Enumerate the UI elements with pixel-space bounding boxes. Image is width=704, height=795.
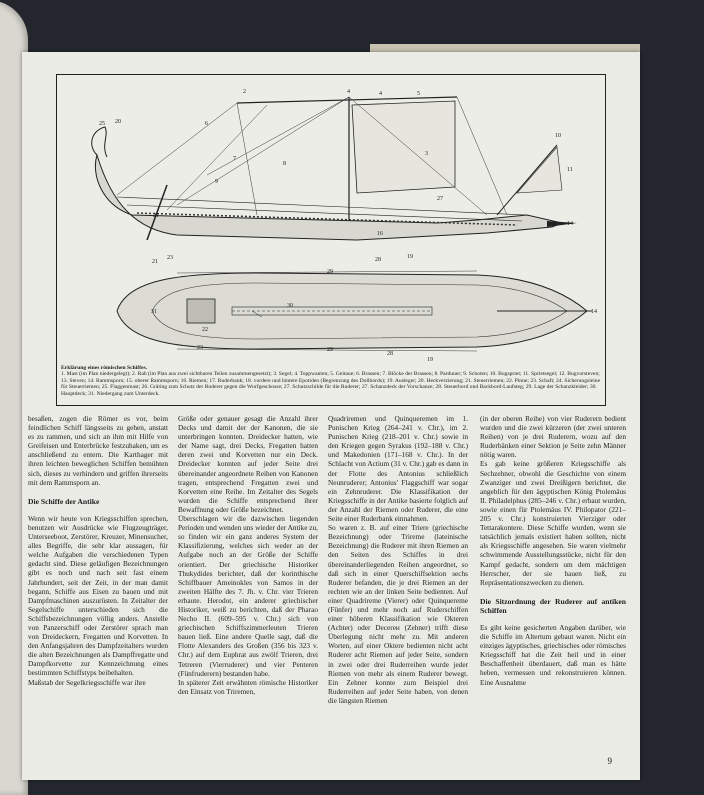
svg-text:14: 14	[591, 309, 597, 315]
paragraph: (in der oberen Reihe) von vier Ruderern bedient wurden und die zwei kürzeren (der zwei unteren Reihen) von je drei Ruderern, wozu auf den Ruderbänken einer Sektion je Seite zehn Männer nötig waren.	[480, 414, 626, 460]
figure-caption	[61, 365, 601, 403]
svg-text:4: 4	[379, 91, 382, 97]
svg-text:30: 30	[287, 303, 293, 309]
svg-text:20: 20	[115, 119, 121, 125]
book-page	[22, 52, 640, 780]
svg-text:23: 23	[167, 255, 173, 261]
paragraph: Größe oder genauer gesagt die Anzahl ihrer Decks und damit der der Kanonen, die sie unterbringen konnten. Dreidecker hatten, wie der Name sagt, drei Decks, Fregatten hatten deren zwei und Korvetten nur ein Deck. Dreidecker konnten auf jeder Seite drei übereinander angeordnete Reihen von Kanonen tragen, entsprechend Fregatten zwei und Korvetten eine Reihe. Im Zeitalter des Segels wurden die Schiffe entsprechend ihrer Bewaffnung oder Größe bezeichnet.	[178, 414, 318, 514]
section-heading: Die Schiffe der Antike	[28, 496, 100, 506]
svg-text:29: 29	[327, 269, 333, 275]
paragraph: Es gibt keine gesicherten Angaben darüber, wie die Schiffe im Altertum gebaut waren. Nicht ein einziges ägyptisches, griechisches oder römisches Kriegsschiff hat die Zeit heil und in einer Beschaffenheit überdauert, daß man es hätte heben, vermessen und rekonstruieren können. Eine Ausnahme	[480, 622, 626, 687]
svg-text:3: 3	[425, 151, 428, 157]
svg-text:25: 25	[99, 121, 105, 127]
svg-text:27: 27	[437, 196, 443, 202]
svg-text:7: 7	[233, 156, 236, 162]
svg-text:31: 31	[151, 309, 157, 315]
paragraph: besaßen, zogen die Römer es vor, beim feindlichen Schiff längsseits zu gehen, anstatt es zu rammen, und sich an ihm mit Hilfe von Greifeisen und Enterbrücke festzuhaken, um es anschließend zu entern. Die Karthager mit ihren leichten beweglichen Schiffen bemühten sich, dieses zu verhindern und griffen ihrerseits mit dem Rammsporn an.	[28, 414, 168, 487]
svg-text:5: 5	[417, 91, 420, 97]
svg-text:4: 4	[347, 89, 350, 95]
paragraph: Maßstab der Segelkriegsschiffe war ihre	[28, 677, 146, 687]
text-column-1	[28, 414, 168, 774]
paragraph: Wenn wir heute von Kriegsschiffen sprechen, benutzen wir Ausdrücke wie Flugzeugträger, Unterseeboot, Zerstörer, Kreuzer, Minensucher, alles Begriffe, die sehr klar aussagen, für welche Aufgaben die verschiedenen Typen gedacht sind. Diese geläufigen Bezeichnungen gibt es noch und nach seit fast einem Jahrhundert, seit der Zeit, in der man damit begann, Schiffe aus Eisen zu bauen und mit Dampfmaschinen auszurüsten. In Zeitalter der Segelschiffe unterschieden sich die Schiffsbezeichnungen völlig anders. Anstelle von Panzerschiff oder Zerstörer sprach man von Dreideckern, Fregatten und Korvetten. In den Anfangsjahren des Dampfzeitalters wurden die alten Bezeichnungen als Dampffregatte und Dampfkorvette zur Kennzeichnung eines bestimmten Schiffstyps beibehalten.	[28, 513, 168, 678]
paragraph: Überschlagen wir die dazwischen liegenden Perioden und wenden uns wieder der Antike zu, so finden wir ein ganz anderes System der Klassifizierung, welches sich weder an der Aufgabe noch an der Größe der Schiffe orientiert. Der griechische Historiker Thukydides berichtet, daß der korinthische Schiffbauer Ameinokles von Samos in der zweiten Hälfte des 7. Jh. v. Chr. vier Trieren erbaute. Herodot, ein anderer griechischer Historiker, weiß zu berichten, daß der Pharao Necho II. (609–595 v. Chr.) sich von griechischen Schiffszimmerleuten Trieren bauen ließ. Eine andere Quelle sagt, daß die Flotte Alexanders des Großen (356 bis 323 v. Chr.) auf dem Euphrat aus zwölf Trieren, drei Tetreren (Vierruderer) und vier Penteren (Fünfruderern) bestanden habe.	[178, 514, 318, 678]
svg-text:8: 8	[283, 161, 286, 167]
svg-text:22: 22	[202, 327, 208, 333]
svg-text:19: 19	[427, 357, 433, 363]
paragraph: Quadriremen und Quinqueremen im 1. Punischen Krieg (264–241 v. Chr.), im 2. Punischen Krieg (218–201 v. Chr.) sowie in den Kriegen gegen Syrakus (192–188 v. Chr.) und Makedonien (171–168 v. Chr.). In der Schlacht von Actium (31 v. Chr.) gab es dann in der Flotte des Antonius schließlich Neunruderer; Antonius' Flaggschiff war sogar ein Zehnruderer. Die Klassifikation der Kriegsschiffe in der Antike basierte folglich auf der Anzahl der Riemen oder Ruderer, die eine Seite einer Ruderbank einnahmen.	[328, 414, 468, 524]
text-column-4	[480, 414, 626, 759]
svg-text:19: 19	[407, 254, 413, 260]
svg-text:11: 11	[567, 167, 573, 173]
paragraph: So waren z. B. auf einer Triere (griechische Bezeichnung) oder Trireme (lateinische Bezeichnung) die Ruderer mit ihren Riemen an den Seiten des Schiffes in drei übereinanderliegenden Reihen angeordnet, so daß sich in einer Querschiffsektion sechs Ruderer befanden, die je drei Riemen an der rechten wie an der linken Seite bedienten. Auf einer Quadrireme (Vierer) oder Quinquereme (Fünfer) und mehr noch auf Ruderschiffen einer höheren Klassifikation wie Okteren (Achter) oder Decerен (Zehner) trifft diese Überlegung nicht mehr zu. Mit anderen Worten, auf einer Oktere bedienten nicht acht Ruderer acht Riemen auf jeder Seite, sondern in zwei oder drei Ruderreihen wurde jeder Riemen von mehr als einem Ruderer bewegt. Ein Zehner konnte zum Beispiel drei Ruderreihen auf jeder Seite haben, von denen die längsten Riemen	[328, 523, 468, 705]
caption-title: Erklärung eines römischen Schiffes.	[61, 365, 148, 371]
svg-text:16: 16	[377, 231, 383, 237]
paragraph: In späterer Zeit erwähnten römische Historiker den Einsatz von Triremen,	[178, 677, 318, 696]
caption-text-left: 1. Mast (im Plan niedergelegt); 2. Rah (im Plan aus zwei sichtbaren Teilen zusammengesetzt); 3. Segel; 4. Toppwanten; 5. Geitaue; 6. Brassen; 7. Blöcke der Brassen; 8. Parduner; 9. Schoten; 10. Bugspriet; 11. Sprietsegel; 12. Bugvorsteven; 13. Steven; 14. Rammsporn; 15. oberer Rammsporn; 16. Riemen; 17. Ruderbank; 18. vordere und hintere	[61, 371, 600, 384]
svg-text:21: 21	[152, 259, 158, 265]
svg-text:28: 28	[375, 257, 381, 263]
ship-figure	[56, 74, 606, 406]
page-number: 9	[607, 756, 612, 766]
ship-diagram	[57, 75, 605, 365]
svg-text:9: 9	[215, 179, 218, 185]
svg-text:6: 6	[205, 121, 208, 127]
svg-text:10: 10	[555, 133, 561, 139]
svg-text:29: 29	[327, 347, 333, 353]
text-column-2	[178, 414, 318, 774]
paragraph: Es gab keine größeren Kriegsschiffe als Sechzehner, obwohl die Geschichte von einem Zwanziger und zwei Dreißigern berichtet, die angeblich für den ägyptischen König Ptolemäus II. Philadelphus (285–246 v. Chr.) erbaut wurden, sowie einen für Ptolemäus IV. Philopator (221–205 v. Chr.) konstruierten Vierziger oder Tettarakontere. Diese Schiffe wurden, wenn sie tatsächlich jemals existiert haben sollten, nicht als Kriegsschiffe angesehen. Sie waren vielmehr schwimmende Ausstellungsstücke, nicht für den Kampf gedacht, sondern um dem mächtigen Herrscher, der sie bauen ließ, zu Repräsentationszwecken zu dienen.	[480, 459, 626, 587]
svg-text:21: 21	[153, 213, 159, 219]
svg-text:23: 23	[197, 345, 203, 351]
svg-text:14: 14	[567, 221, 573, 227]
text-column-3	[328, 414, 468, 776]
section-heading: Die Sitzordnung der Ruderer auf antiken Schiffen	[480, 596, 626, 615]
svg-text:2: 2	[243, 89, 246, 95]
caption-text-right: Epotiden (Begrenzung des Dollbords); 19. Ausleger; 20. Heckverzierung; 21. Steuerriemen; 22. Pinne; 23. Schaft; 24. Sicherungsleine für Steuerriemen; 25. Flaggenmast; 26. Gräting zum Schutz der Ruderer gegen die Wurfgeschosse; 27. Schutzschilde für die Ruderer; 27. Schanzdeck der Vorschanze; 28. Steuerbord und Backbord-Laufsteg; 29. Lage der Schanzkleider; 30. Hauptdeck; 31. Niedergang zum Unterdeck.	[61, 377, 601, 397]
svg-text:28: 28	[387, 351, 393, 357]
